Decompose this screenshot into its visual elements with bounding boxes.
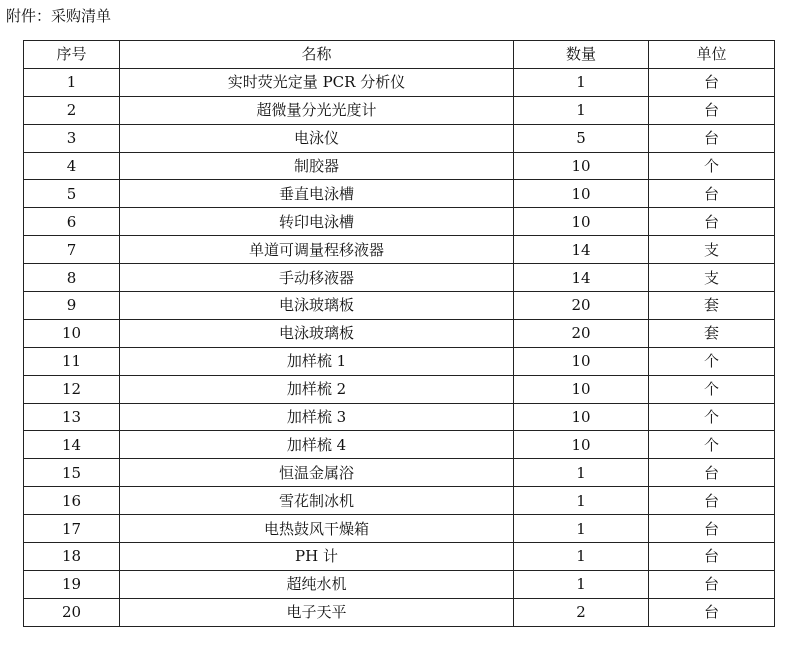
cell-no: 2	[24, 96, 120, 124]
purchase-list-table	[23, 40, 775, 627]
cell-unit: 支	[649, 264, 775, 292]
cell-qty: 10	[514, 375, 649, 403]
cell-unit: 台	[649, 208, 775, 236]
table-row	[24, 347, 775, 375]
cell-qty: 10	[514, 208, 649, 236]
cell-name: 手动移液器	[120, 264, 514, 292]
cell-name: 加样梳 1	[120, 347, 514, 375]
cell-name: 单道可调量程移液器	[120, 236, 514, 264]
cell-qty: 1	[514, 487, 649, 515]
cell-no: 10	[24, 319, 120, 347]
cell-unit: 台	[649, 515, 775, 543]
cell-no: 17	[24, 515, 120, 543]
cell-name: 转印电泳槽	[120, 208, 514, 236]
cell-unit: 个	[649, 347, 775, 375]
cell-no: 6	[24, 208, 120, 236]
cell-unit: 台	[649, 124, 775, 152]
cell-name: 超微量分光光度计	[120, 96, 514, 124]
cell-no: 5	[24, 180, 120, 208]
header-no: 序号	[24, 41, 120, 69]
cell-unit: 台	[649, 543, 775, 571]
table-row	[24, 264, 775, 292]
cell-qty: 5	[514, 124, 649, 152]
cell-qty: 10	[514, 180, 649, 208]
cell-unit: 台	[649, 570, 775, 598]
cell-name: 电泳仪	[120, 124, 514, 152]
cell-unit: 台	[649, 96, 775, 124]
table-row	[24, 96, 775, 124]
cell-name: 加样梳 3	[120, 403, 514, 431]
cell-unit: 个	[649, 375, 775, 403]
cell-unit: 套	[649, 292, 775, 320]
cell-name: 电泳玻璃板	[120, 319, 514, 347]
cell-qty: 1	[514, 570, 649, 598]
table-row	[24, 68, 775, 96]
table-row	[24, 375, 775, 403]
cell-unit: 套	[649, 319, 775, 347]
cell-unit: 个	[649, 431, 775, 459]
cell-unit: 台	[649, 487, 775, 515]
cell-qty: 2	[514, 598, 649, 626]
cell-no: 3	[24, 124, 120, 152]
cell-no: 13	[24, 403, 120, 431]
cell-name: 制胶器	[120, 152, 514, 180]
table-row	[24, 319, 775, 347]
cell-name: PH 计	[120, 543, 514, 571]
cell-no: 4	[24, 152, 120, 180]
cell-qty: 10	[514, 152, 649, 180]
table-header-row	[24, 41, 775, 69]
table-row	[24, 292, 775, 320]
cell-no: 1	[24, 68, 120, 96]
table-row	[24, 570, 775, 598]
table-row	[24, 515, 775, 543]
cell-qty: 10	[514, 403, 649, 431]
cell-qty: 1	[514, 68, 649, 96]
header-name: 名称	[120, 41, 514, 69]
cell-qty: 14	[514, 236, 649, 264]
cell-no: 18	[24, 543, 120, 571]
cell-unit: 台	[649, 598, 775, 626]
cell-no: 14	[24, 431, 120, 459]
cell-unit: 台	[649, 180, 775, 208]
cell-no: 8	[24, 264, 120, 292]
cell-unit: 个	[649, 152, 775, 180]
table-row	[24, 236, 775, 264]
cell-name: 电热鼓风干燥箱	[120, 515, 514, 543]
cell-name: 加样梳 4	[120, 431, 514, 459]
cell-qty: 1	[514, 543, 649, 571]
cell-qty: 14	[514, 264, 649, 292]
cell-no: 7	[24, 236, 120, 264]
cell-qty: 20	[514, 292, 649, 320]
cell-unit: 台	[649, 68, 775, 96]
cell-name: 加样梳 2	[120, 375, 514, 403]
cell-no: 16	[24, 487, 120, 515]
table-row	[24, 431, 775, 459]
header-unit: 单位	[649, 41, 775, 69]
table-row	[24, 543, 775, 571]
table-row	[24, 208, 775, 236]
cell-unit: 台	[649, 459, 775, 487]
cell-qty: 1	[514, 96, 649, 124]
table-row	[24, 459, 775, 487]
cell-no: 19	[24, 570, 120, 598]
cell-name: 电子天平	[120, 598, 514, 626]
cell-qty: 1	[514, 515, 649, 543]
cell-name: 超纯水机	[120, 570, 514, 598]
cell-name: 恒温金属浴	[120, 459, 514, 487]
cell-no: 12	[24, 375, 120, 403]
header-qty: 数量	[514, 41, 649, 69]
table-row	[24, 180, 775, 208]
table-row	[24, 403, 775, 431]
cell-no: 20	[24, 598, 120, 626]
cell-qty: 10	[514, 347, 649, 375]
cell-no: 11	[24, 347, 120, 375]
cell-name: 垂直电泳槽	[120, 180, 514, 208]
cell-no: 9	[24, 292, 120, 320]
cell-qty: 20	[514, 319, 649, 347]
cell-name: 实时荧光定量 PCR 分析仪	[120, 68, 514, 96]
table-row	[24, 598, 775, 626]
cell-name: 雪花制冰机	[120, 487, 514, 515]
table-row	[24, 487, 775, 515]
cell-qty: 1	[514, 459, 649, 487]
cell-unit: 个	[649, 403, 775, 431]
cell-qty: 10	[514, 431, 649, 459]
table-row	[24, 124, 775, 152]
cell-name: 电泳玻璃板	[120, 292, 514, 320]
document-title: 附件：采购清单	[6, 7, 112, 25]
table-row	[24, 152, 775, 180]
cell-unit: 支	[649, 236, 775, 264]
cell-no: 15	[24, 459, 120, 487]
